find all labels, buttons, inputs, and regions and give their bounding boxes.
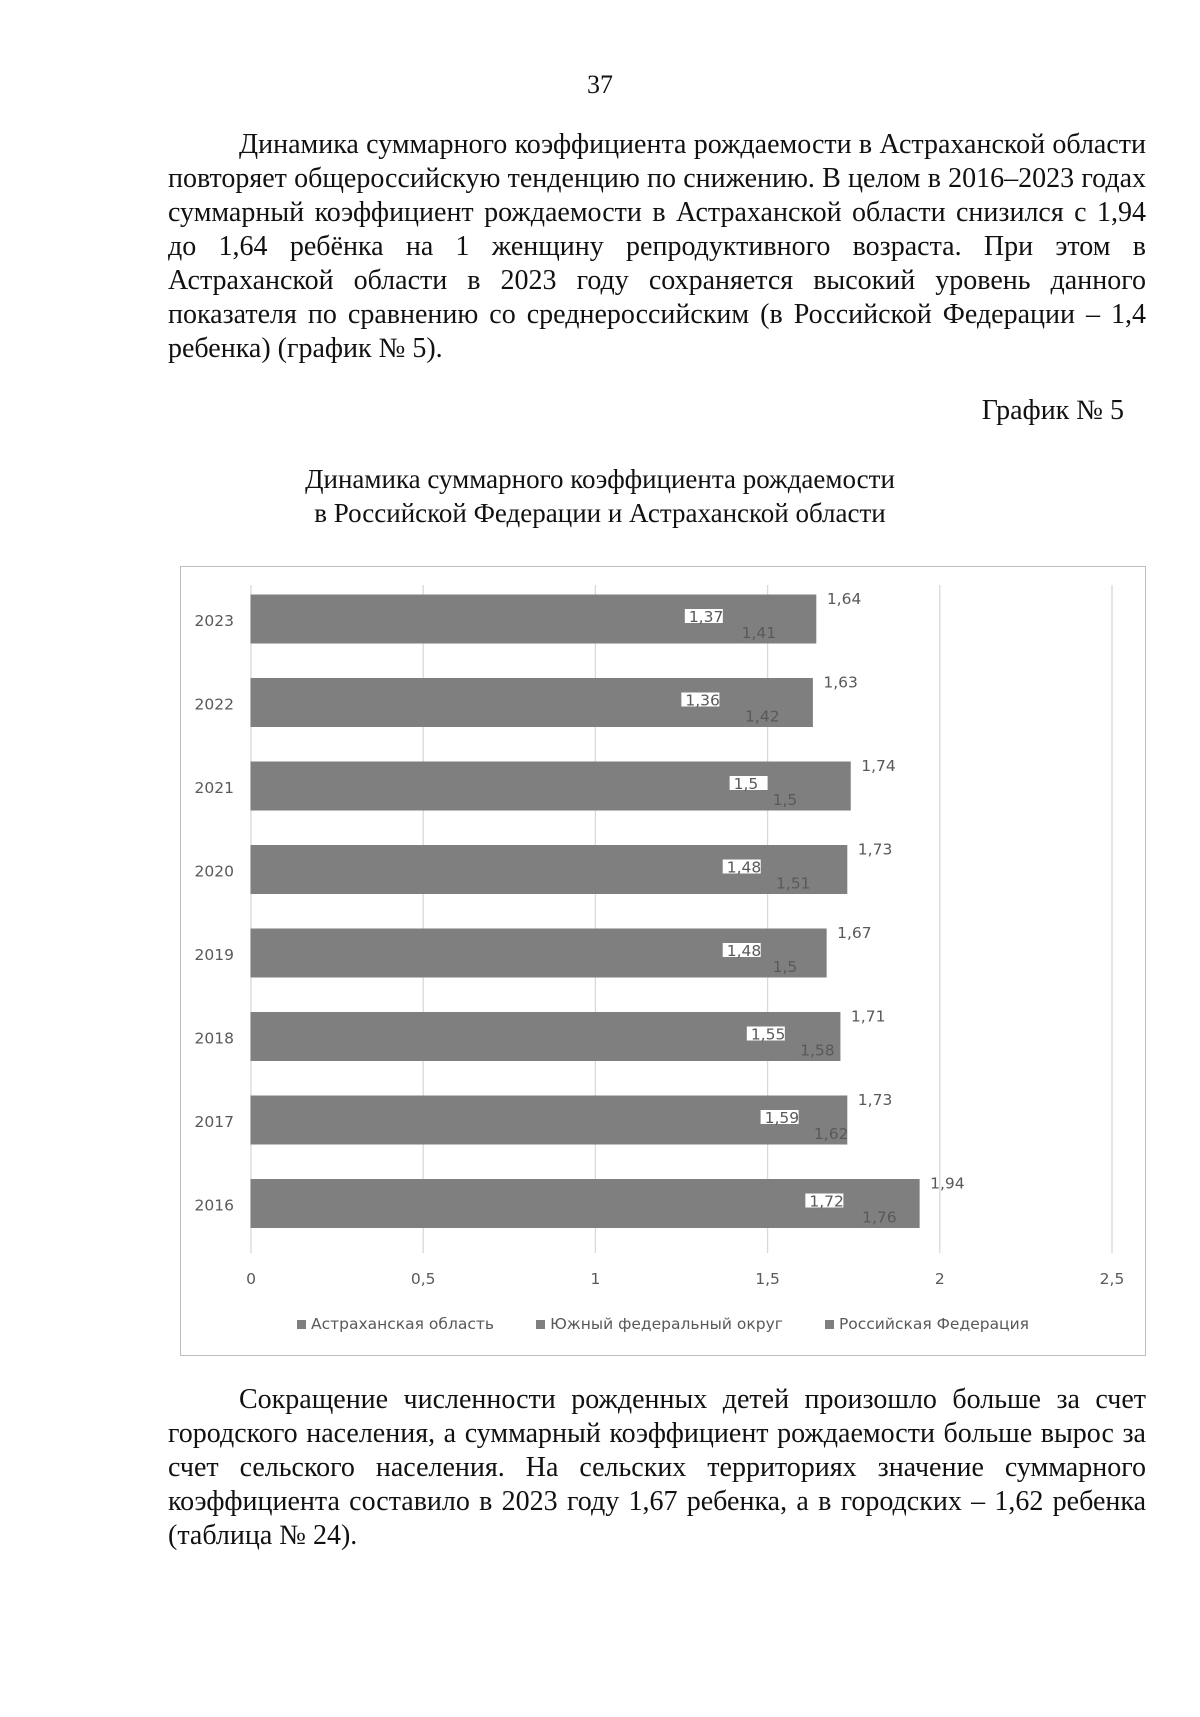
bar-russia <box>251 1128 809 1144</box>
data-label: 1,55 <box>750 1025 786 1044</box>
bar-russia <box>251 627 737 643</box>
data-label: 1,5 <box>772 958 798 976</box>
intro-paragraph-text: Динамика суммарного коэффициента рождаемости в Астраханской области повторяет общероссийскую тенденцию по снижению. В целом в 2016–2023 годах суммарный коэффициент рождаемости в Астраханской области снизился с 1,94 до 1,64 ребёнка на 1 женщину репродуктивного возраста. При этом в Астраханской области в 2023 году сохраняется высокий уровень данного показателя по сравнению со среднероссийским (в Российской Федерации – 1,4 ребенка) (график № 5). <box>168 129 1146 364</box>
intro-paragraph <box>168 128 1146 366</box>
bar-south-fd <box>251 862 761 878</box>
data-label: 1,58 <box>800 1041 835 1060</box>
bar-russia <box>251 878 771 894</box>
x-tick-label: 1 <box>590 1270 601 1288</box>
bar-chart <box>181 567 1147 1357</box>
legend-label: Южный федеральный округ <box>550 1315 783 1333</box>
legend-swatch <box>297 1320 306 1329</box>
legend-label: Астраханская область <box>310 1315 495 1333</box>
data-label: 1,37 <box>688 608 724 626</box>
data-label: 1,94 <box>930 1174 965 1193</box>
y-category-label: 2018 <box>194 1029 234 1048</box>
bar-russia <box>251 1212 857 1228</box>
bar-russia <box>251 711 740 727</box>
data-label: 1,36 <box>685 691 720 710</box>
data-label: 1,64 <box>826 590 862 608</box>
data-label: 1,48 <box>726 942 762 960</box>
bar-south-fd <box>251 611 723 627</box>
legend-swatch <box>536 1320 545 1329</box>
page-number: 37 <box>587 70 613 99</box>
y-category-label: 2019 <box>194 946 234 964</box>
data-label: 1,67 <box>837 924 872 942</box>
chart-legend <box>181 1315 1145 1333</box>
data-label: 1,71 <box>850 1007 886 1026</box>
data-label: 1,5 <box>772 791 798 809</box>
x-tick-label: 0,5 <box>410 1270 436 1288</box>
chart-title <box>0 462 1200 530</box>
y-category-label: 2021 <box>194 779 234 797</box>
data-label: 1,74 <box>861 757 896 775</box>
data-label: 1,63 <box>823 673 858 692</box>
data-label: 1,73 <box>857 1091 893 1109</box>
bar-russia <box>251 1045 795 1061</box>
bar-russia <box>251 961 768 977</box>
bar-south-fd <box>251 945 761 961</box>
y-category-label: 2017 <box>194 1113 234 1131</box>
y-category-label: 2016 <box>194 1196 234 1215</box>
bar-south-fd <box>251 695 719 711</box>
chart-label: График № 5 <box>981 395 1124 426</box>
data-label: 1,51 <box>776 874 811 893</box>
data-label: 1,72 <box>809 1192 844 1211</box>
x-tick-label: 1,5 <box>755 1270 780 1288</box>
y-category-label: 2023 <box>194 612 234 630</box>
legend-item <box>536 1315 783 1333</box>
chart-title-line-1: Динамика суммарного коэффициента рождаемости <box>305 464 895 494</box>
data-label: 1,42 <box>745 707 780 726</box>
data-label: 1,41 <box>741 624 777 642</box>
data-label: 1,59 <box>764 1109 800 1127</box>
bar-south-fd <box>251 778 768 794</box>
bar-south-fd <box>251 1029 785 1045</box>
data-label: 1,62 <box>813 1125 849 1143</box>
outro-paragraph <box>168 1383 1146 1553</box>
legend-label: Российская Федерация <box>838 1315 1030 1333</box>
outro-paragraph-text: Сокращение численности рожденных детей произошло больше за счет городского населения, а суммарный коэффициент рождаемости больше вырос за счет сельского населения. На сельских территориях значение суммарного коэффициента составило в 2023 году 1,67 ребенка, а в городских – 1,62 ребенка (таблица № 24). <box>168 1384 1146 1551</box>
legend-swatch <box>825 1320 834 1329</box>
data-label: 1,5 <box>733 775 759 793</box>
y-category-label: 2022 <box>194 695 234 714</box>
data-label: 1,73 <box>857 840 893 859</box>
bar-russia <box>251 794 768 810</box>
chart-title-line-2: в Российской Федерации и Астраханской области <box>314 498 886 528</box>
legend-item <box>297 1315 494 1333</box>
x-tick-label: 2 <box>934 1270 945 1288</box>
legend-item <box>825 1315 1029 1333</box>
bar-south-fd <box>251 1112 799 1128</box>
bar-south-fd <box>251 1196 843 1212</box>
data-label: 1,48 <box>726 858 762 877</box>
chart-frame <box>180 566 1146 1356</box>
data-label: 1,76 <box>862 1208 897 1227</box>
x-tick-label: 2,5 <box>1099 1270 1125 1288</box>
x-tick-label: 0 <box>246 1270 256 1288</box>
y-category-label: 2020 <box>194 862 234 881</box>
